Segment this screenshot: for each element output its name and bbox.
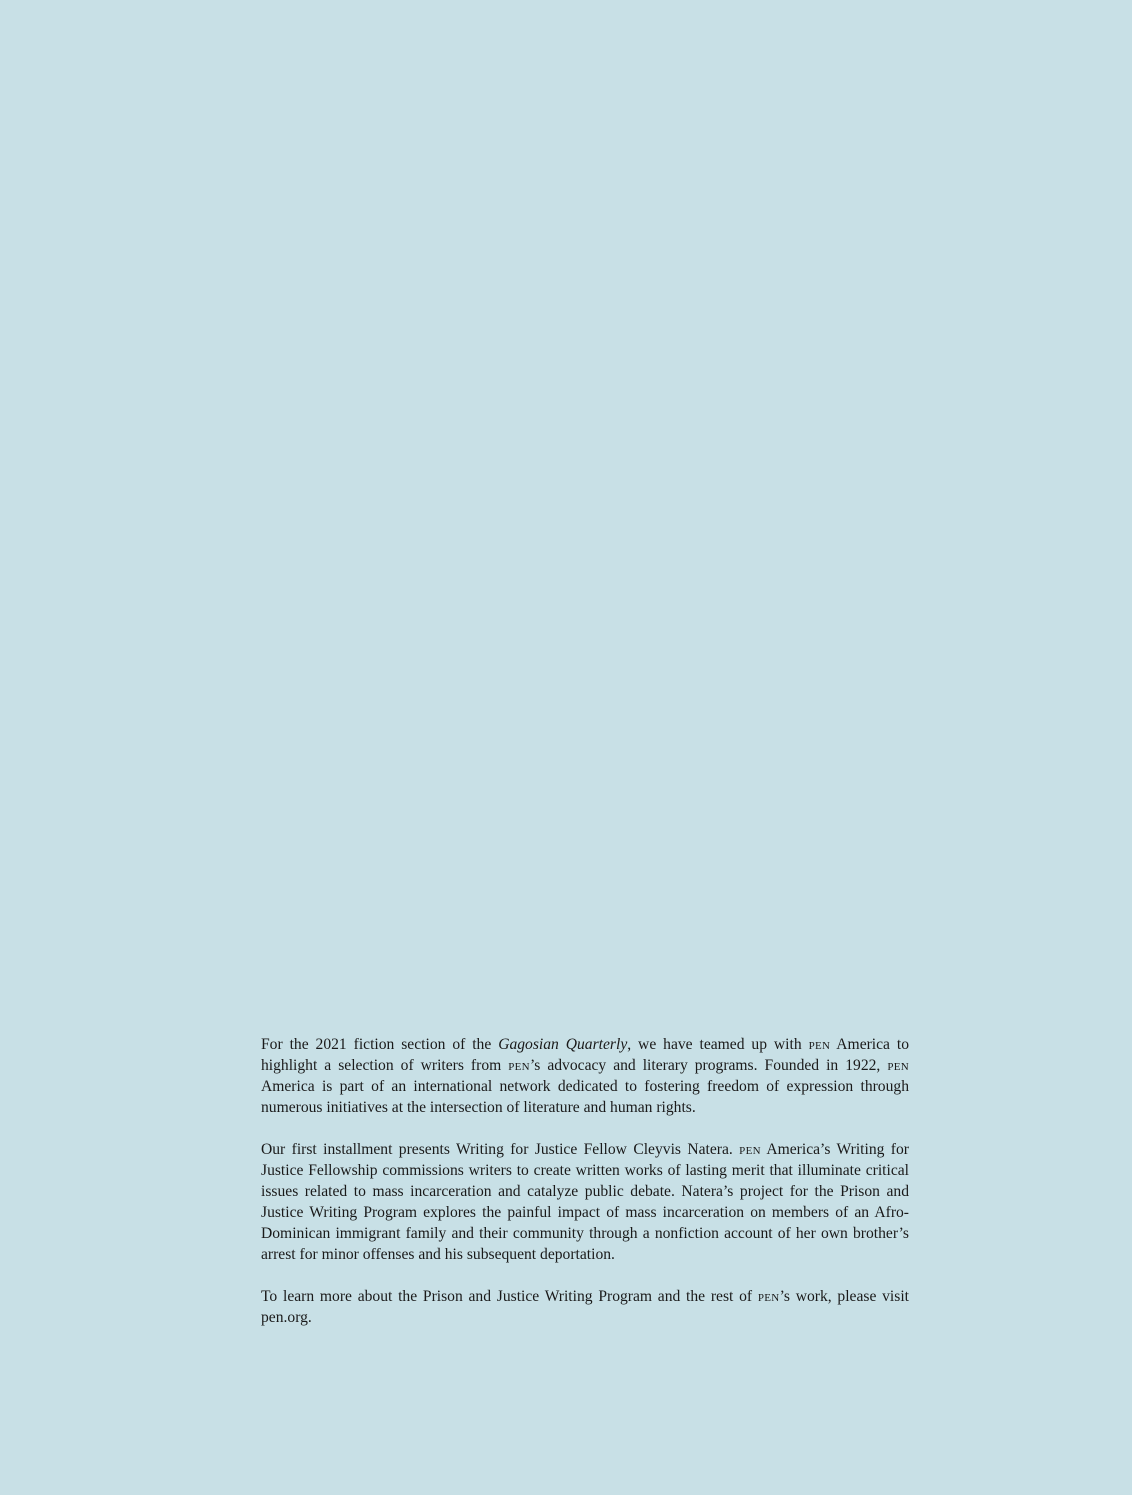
intro-paragraph bbox=[261, 1034, 909, 1118]
pen-acronym: pen bbox=[739, 1141, 761, 1158]
text-segment: America to highlight a selection of writers from bbox=[261, 1036, 910, 1074]
pen-acronym: pen bbox=[887, 1057, 909, 1074]
intro-text-block bbox=[261, 1034, 909, 1349]
publication-title: Gagosian Quarterly bbox=[498, 1036, 628, 1053]
text-segment: America is part of an international network dedicated to fostering freedom of expression through numerous initiatives at the intersection of literature and human rights. bbox=[261, 1078, 909, 1116]
text-segment: , we have teamed up with bbox=[627, 1036, 809, 1053]
pen-acronym: pen bbox=[808, 1036, 831, 1053]
pen-acronym: pen bbox=[757, 1288, 780, 1305]
fellowship-paragraph bbox=[261, 1139, 909, 1265]
text-segment: For the 2021 fiction section of the bbox=[261, 1036, 499, 1053]
text-segment: Our first installment presents Writing for Justice Fellow Cleyvis Natera. bbox=[261, 1141, 740, 1158]
learn-more-paragraph bbox=[261, 1286, 909, 1328]
text-segment: To learn more about the Prison and Justice Writing Program and the rest of bbox=[261, 1288, 758, 1305]
pen-acronym: pen bbox=[508, 1057, 530, 1074]
text-segment: ’s work, please visit pen.org. bbox=[261, 1288, 909, 1326]
text-segment: America’s Writing for Justice Fellowship commissions writers to create written works of lasting merit that illuminate critical issues related to mass incarceration and catalyze public debate. Natera’s project for the Prison and Justice Writing Program explores the painful impact of mass incarceration on members of an Afro-Dominican immigrant family and their community through a nonfiction account of her own brother’s arrest for minor offenses and his subsequent deportation. bbox=[261, 1141, 909, 1263]
text-segment: ’s advocacy and literary programs. Founded in 1922, bbox=[529, 1057, 888, 1074]
